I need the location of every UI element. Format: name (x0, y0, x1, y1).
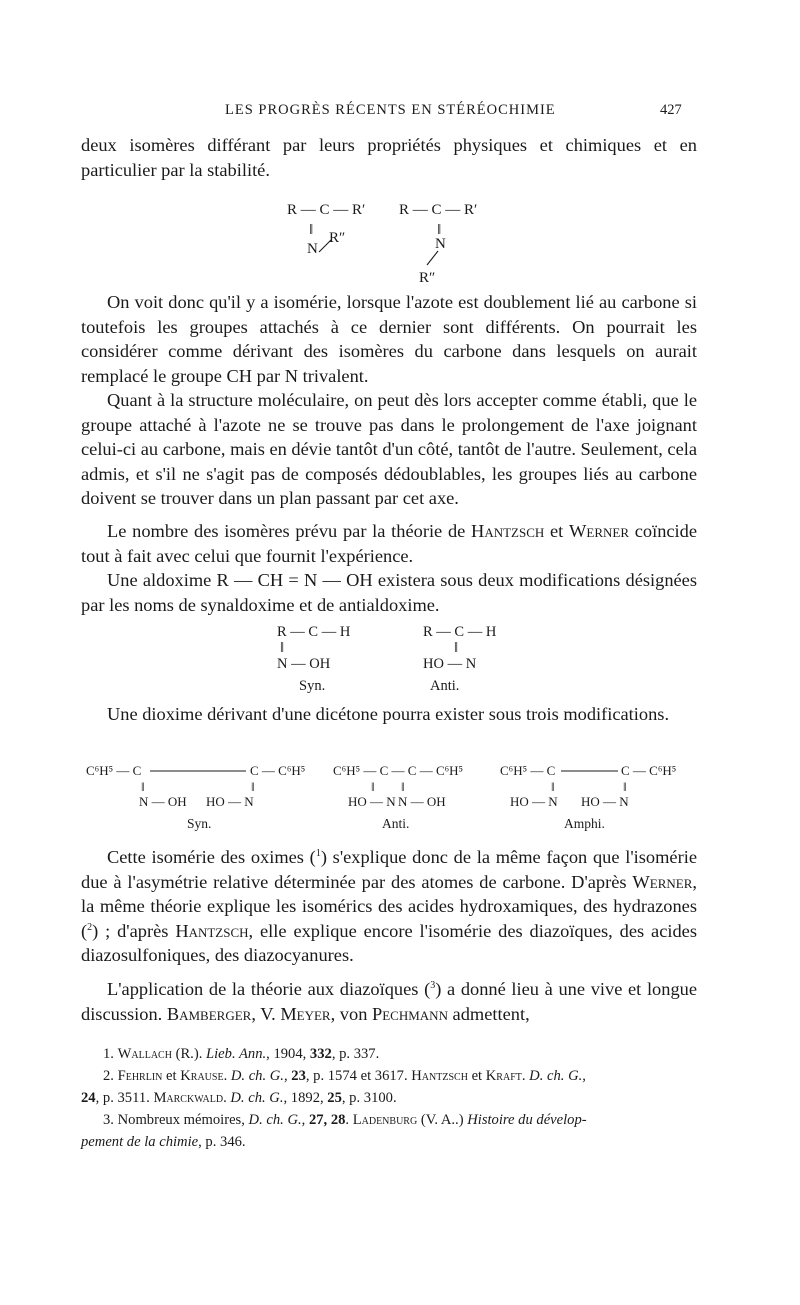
footnote-2-line2-text-e: , p. 3100. (341, 1090, 397, 1106)
footnote-2-journal: D. ch. G. (230, 1068, 284, 1084)
author-werner: Werner (569, 521, 629, 541)
dioxime-anti-top: C⁶H⁵ — C — C — C⁶H⁵ (333, 763, 464, 778)
paragraph-7-text-e: , elle explique encore l'isomérie des diazoïques, des acides diazosulfoniques, des diazocyanures. (81, 920, 697, 965)
footnote-ref-2[interactable]: 2 (87, 921, 93, 933)
footnote-2-volume-2: 24 (81, 1090, 96, 1106)
footnote-1-text-b: , 1904, (266, 1046, 310, 1062)
footnote-3-text-b: , (301, 1112, 309, 1128)
footnote-1-author: Wallach (117, 1046, 172, 1062)
paragraph-8-text-b: ) a donné lieu à une vive et longue discussion. (81, 979, 697, 1024)
footnote-3-line2-text-a: , p. 346. (198, 1134, 246, 1150)
footnote-2-author-hantzsch: Hantzsch (411, 1068, 468, 1084)
author-bamberger: Bamberger (166, 1003, 252, 1024)
ketoxime-formula-2 (399, 202, 477, 286)
aldoxime-syn-bottom: N — OH (277, 656, 331, 672)
dioxime-anti-double-bond-right: ‖ (401, 779, 405, 794)
footnote-2-volume-3: 25 (327, 1090, 342, 1106)
author-hantzsch: Hantzsch (471, 521, 545, 541)
footnote-2-line2-text-a: , p. 3511. (95, 1090, 154, 1106)
dioxime-syn-double-bond-left: ‖ (141, 779, 145, 794)
aldoxime-anti-top: R — C — H (423, 624, 497, 640)
paragraph-7-text-d: ) ; d'après (92, 920, 176, 941)
aldoxime-anti-label: Anti. (430, 678, 460, 694)
footnote-ref-3[interactable]: 3 (430, 979, 436, 991)
footnote-3-title: Histoire du dévelop- (467, 1112, 587, 1128)
ketoxime-2-substituent: R″ (419, 270, 436, 286)
footnote-3-line-2 (81, 1131, 721, 1153)
paragraph-8-text-e: admettent, (447, 1003, 530, 1024)
footnote-2-line-2 (81, 1087, 721, 1109)
dioxime-anti-label: Anti. (382, 816, 410, 831)
ketoxime-2-bond (427, 251, 438, 265)
footnote-1-number: 1. (103, 1046, 114, 1062)
footnote-2-line-1 (81, 1065, 721, 1087)
dioxime-amphi-right: C — C⁶H⁵ (621, 763, 677, 778)
author-werner-2: Werner (632, 871, 693, 892)
footnotes (81, 1043, 721, 1153)
dioxime-amphi-left: C⁶H⁵ — C (500, 763, 556, 778)
dioxime-syn-bottom-left: N — OH (139, 794, 187, 809)
paragraph-4 (81, 519, 697, 568)
paragraph-7-text-a: Cette isomérie des oximes ( (107, 847, 316, 867)
ketoxime-formula-1 (287, 202, 365, 257)
aldoxime-isomers (275, 622, 505, 694)
paragraph-8-text-c: , V. (251, 1003, 281, 1024)
dioxime-amphi-bottom-left: HO — N (510, 794, 558, 809)
paragraph-4-text-c: coïncide tout à fait avec celui que fournit l'expérience. (81, 521, 698, 566)
paragraph-3: Quant à la structure moléculaire, on peut dès lors accepter comme établi, que le groupe attaché à l'azote ne se trouve pas dans le prolongement de l'axe joignant celui-ci au carbone, mais en dévie tantôt d'un côté, tantôt de l'autre. Seulement, cela admis, et s'il ne s'agit pas de composés dédoublables, les groupes liés au carbone doivent se trouver dans un plan passant par cet axe. (81, 390, 697, 508)
dioxime-anti-bottom-right: N — OH (398, 794, 446, 809)
ketoxime-2-nitrogen: N (435, 236, 446, 252)
footnote-2-journal-3: D. ch. G. (230, 1090, 284, 1106)
footnote-2-number: 2. (103, 1068, 114, 1084)
ketoxime-1-substituent: R″ (329, 230, 346, 246)
paragraph-7-text-c: , la même théorie explique les isomérics des acides hydroxamiques, des hydrazones ( (81, 871, 697, 941)
dioxime-syn-left: C⁶H⁵ — C (86, 763, 142, 778)
ketoxime-2-double-bond: ‖ (437, 222, 442, 238)
aldoxime-syn-double-bond: ‖ (280, 640, 285, 656)
dioxime-isomers (86, 762, 716, 834)
footnote-2-text-f: , p. 1574 et 3617. (305, 1068, 412, 1084)
dioxime-amphi-bottom-right: HO — N (581, 794, 629, 809)
footnote-1 (81, 1043, 721, 1065)
paragraph-8-text-d: , von (330, 1003, 372, 1024)
dioxime-amphi-label: Amphi. (564, 816, 605, 831)
paragraph-7-text-b: ) s'explique donc de la même façon que l'isomérie due à l'asymétrie relative déterminée par des atomes de carbone. D'après (81, 847, 697, 892)
footnote-1-volume: 332 (309, 1046, 332, 1062)
footnote-3-text-c: . (345, 1112, 353, 1128)
footnote-3-author-ladenburg: Ladenburg (352, 1112, 418, 1128)
footnote-2-author-krause: Krause (180, 1068, 224, 1084)
footnote-2-text-b: et (162, 1068, 181, 1084)
footnote-3-text-a: Nombreux mémoires, (117, 1112, 249, 1128)
footnote-1-journal: Lieb. Ann. (206, 1046, 267, 1062)
paragraph-1: deux isomères différant par leurs propriétés physiques et chimiques et en particulier par la stabilité. (81, 135, 697, 180)
ketoxime-2-top: R — C — R′ (399, 202, 478, 218)
dioxime-anti-bottom-left: HO — N (348, 794, 396, 809)
footnote-1-text-c: , p. 337. (331, 1046, 380, 1062)
paragraph-8-text-a: L'application de la théorie aux diazoïques ( (107, 979, 431, 999)
dioxime-syn-double-bond-right: ‖ (251, 779, 255, 794)
aldoxime-syn-top: R — C — H (277, 624, 351, 640)
footnote-3-line-1 (81, 1109, 721, 1131)
paragraph-4-text-b: et (544, 521, 570, 541)
paragraph-5: Une aldoxime R — CH = N — OH existera sous deux modifications désignées par les noms de synaldoxime et de antialdoxime. (81, 570, 697, 615)
running-header (0, 102, 800, 124)
running-title: LES PROGRÈS RÉCENTS EN STÉRÉOCHIMIE (225, 102, 556, 118)
footnote-3-text-e: (V. A..) (417, 1112, 468, 1128)
paragraph-8 (81, 977, 697, 1026)
footnote-2-text-j: . (521, 1068, 530, 1084)
ketoxime-1-nitrogen: N (307, 241, 318, 257)
footnote-3-title-cont: pement de la chimie (81, 1134, 199, 1150)
footnote-3-journal: D. ch. G. (248, 1112, 302, 1128)
dioxime-syn-formula (86, 763, 305, 831)
dioxime-syn-bottom-right: HO — N (206, 794, 254, 809)
dioxime-amphi-formula (500, 763, 676, 831)
author-hantzsch-2: Hantzsch (175, 920, 249, 941)
dioxime-syn-label: Syn. (187, 816, 212, 831)
ketoxime-1-double-bond: ‖ (309, 222, 314, 238)
dioxime-syn-right: C — C⁶H⁵ (250, 763, 306, 778)
paragraph-6: Une dioxime dérivant d'une dicétone pourra exister sous trois modifications. (107, 704, 670, 724)
dioxime-anti-double-bond-left: ‖ (371, 779, 375, 794)
ketoxime-isomers (285, 198, 505, 288)
paragraph-4-text-a: Le nombre des isomères prévu par la théorie de (107, 521, 472, 541)
paragraph-7 (81, 845, 697, 968)
footnote-2-volume: 23 (291, 1068, 306, 1084)
aldoxime-anti-double-bond: ‖ (454, 640, 459, 656)
footnote-2-journal-2: D. ch. G. (529, 1068, 583, 1084)
page-number: 427 (660, 102, 682, 118)
aldoxime-syn-label: Syn. (299, 678, 326, 694)
footnote-2-author-marckwald: Marckwald (153, 1090, 224, 1106)
aldoxime-anti-bottom: HO — N (423, 656, 477, 672)
footnote-3-volumes: 27, 28 (308, 1112, 346, 1128)
aldoxime-anti-formula (423, 624, 497, 694)
author-pechmann: Pechmann (372, 1003, 448, 1024)
dioxime-anti-formula (333, 763, 463, 831)
dioxime-amphi-double-bond-right: ‖ (623, 779, 627, 794)
aldoxime-syn-formula (277, 624, 351, 694)
footnote-2-author-kraft: Kraft (485, 1068, 522, 1084)
footnote-2-text-k: , (582, 1068, 586, 1084)
footnote-2-line2-text-c: . (223, 1090, 231, 1106)
footnote-ref-1[interactable]: 1 (315, 847, 321, 859)
footnote-2-text-d: . (223, 1068, 231, 1084)
footnote-2-text-e: , (283, 1068, 292, 1084)
footnote-1-text-a: (R.). (171, 1046, 206, 1062)
footnote-2-line2-text-d: , 1892, (283, 1090, 328, 1106)
footnote-2-author-fehrlin: Fehrlin (117, 1068, 163, 1084)
footnote-3-number: 3. (103, 1112, 114, 1128)
footnote-2-text-h: et (467, 1068, 486, 1084)
author-meyer: Meyer (280, 1003, 331, 1024)
paragraph-2: On voit donc qu'il y a isomérie, lorsque l'azote est doublement lié au carbone si toutefois les groupes attachés à ce dernier sont différents. On pourrait les considérer comme dérivant des isomères du carbone dans lesquels on aurait remplacé le groupe CH par N trivalent. (81, 292, 697, 386)
ketoxime-1-top: R — C — R′ (287, 202, 366, 218)
dioxime-amphi-double-bond-left: ‖ (551, 779, 555, 794)
